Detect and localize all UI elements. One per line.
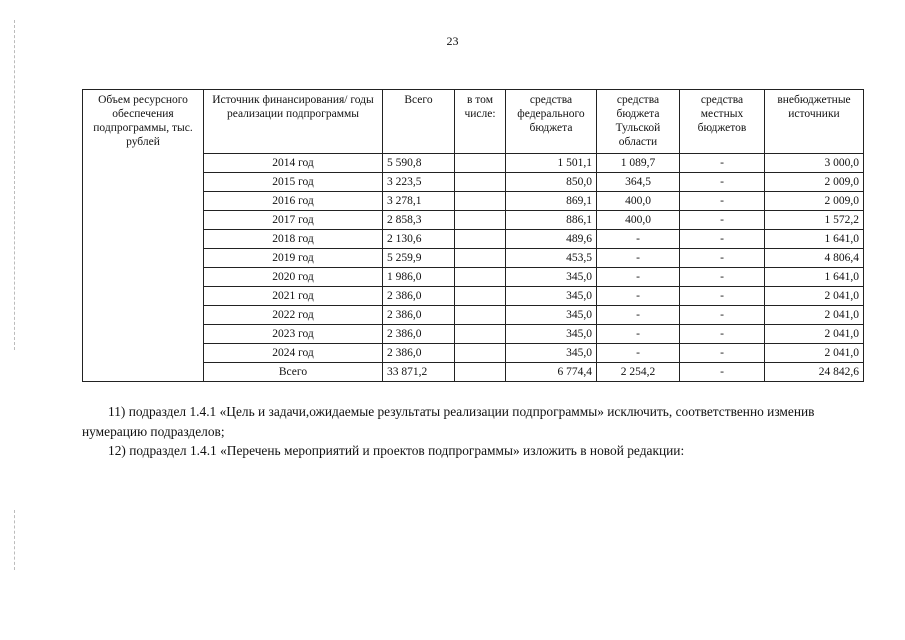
federal-cell: 489,6 (506, 230, 597, 249)
table-row (83, 192, 864, 211)
extrabudgetary-cell: 2 009,0 (765, 173, 864, 192)
total-cell: 3 278,1 (383, 192, 455, 211)
federal-cell: 869,1 (506, 192, 597, 211)
year-cell: 2019 год (204, 249, 383, 268)
total-cell: 33 871,2 (383, 363, 455, 382)
table-row (83, 306, 864, 325)
first-col-blank (83, 230, 204, 249)
including-cell (455, 325, 506, 344)
table-row (83, 249, 864, 268)
year-cell: 2014 год (204, 154, 383, 173)
regional-cell: 364,5 (597, 173, 680, 192)
header-source: Источник финансирования/ годы реализации подпрограммы (204, 90, 383, 154)
federal-cell: 345,0 (506, 325, 597, 344)
local-cell: - (680, 192, 765, 211)
header-regional: средства бюджета Тульской области (597, 90, 680, 154)
regional-cell: 2 254,2 (597, 363, 680, 382)
first-col-blank (83, 249, 204, 268)
table-row (83, 211, 864, 230)
page-number: 23 (446, 34, 459, 48)
header-including: в том числе: (455, 90, 506, 154)
regional-cell: - (597, 230, 680, 249)
extrabudgetary-cell: 2 041,0 (765, 306, 864, 325)
local-cell: - (680, 344, 765, 363)
local-cell: - (680, 154, 765, 173)
table-row (83, 268, 864, 287)
year-cell: 2021 год (204, 287, 383, 306)
total-cell: 5 259,9 (383, 249, 455, 268)
header-federal: средства федерального бюджета (506, 90, 597, 154)
table-row (83, 344, 864, 363)
extrabudgetary-cell: 24 842,6 (765, 363, 864, 382)
local-cell: - (680, 363, 765, 382)
including-cell (455, 268, 506, 287)
local-cell: - (680, 173, 765, 192)
header-total: Всего (383, 90, 455, 154)
local-cell: - (680, 325, 765, 344)
regional-cell: - (597, 249, 680, 268)
federal-cell: 345,0 (506, 344, 597, 363)
extrabudgetary-cell: 4 806,4 (765, 249, 864, 268)
federal-cell: 345,0 (506, 306, 597, 325)
first-col-blank (83, 344, 204, 363)
extrabudgetary-cell: 1 641,0 (765, 268, 864, 287)
first-col-blank (83, 363, 204, 382)
first-col-blank (83, 192, 204, 211)
scan-margin-mark (14, 20, 15, 350)
regional-cell: 400,0 (597, 192, 680, 211)
federal-cell: 6 774,4 (506, 363, 597, 382)
regional-cell: - (597, 287, 680, 306)
federal-cell: 453,5 (506, 249, 597, 268)
including-cell (455, 287, 506, 306)
local-cell: - (680, 306, 765, 325)
year-cell: 2024 год (204, 344, 383, 363)
first-col-blank (83, 211, 204, 230)
total-cell: 2 858,3 (383, 211, 455, 230)
year-cell: 2017 год (204, 211, 383, 230)
including-cell (455, 211, 506, 230)
federal-cell: 345,0 (506, 268, 597, 287)
total-cell: 2 130,6 (383, 230, 455, 249)
year-cell: 2015 год (204, 173, 383, 192)
total-cell: 2 386,0 (383, 344, 455, 363)
regional-cell: 1 089,7 (597, 154, 680, 173)
paragraph-11: 11) подраздел 1.4.1 «Цель и задачи,ожидаемые результаты реализации подпрограммы» исключить, соответственно изменив нумерацию подразделов; (82, 404, 815, 439)
extrabudgetary-cell: 2 041,0 (765, 287, 864, 306)
funding-table (82, 89, 864, 382)
header-resource-volume: Объем ресурсного обеспечения подпрограммы, тыс. рублей (83, 90, 204, 154)
including-cell (455, 344, 506, 363)
year-cell: Всего (204, 363, 383, 382)
extrabudgetary-cell: 1 641,0 (765, 230, 864, 249)
paragraph-12: 12) подраздел 1.4.1 «Перечень мероприятий и проектов подпрограммы» изложить в новой редакции: (108, 443, 685, 458)
total-cell: 3 223,5 (383, 173, 455, 192)
extrabudgetary-cell: 2 041,0 (765, 344, 864, 363)
regional-cell: - (597, 344, 680, 363)
local-cell: - (680, 230, 765, 249)
extrabudgetary-cell: 2 041,0 (765, 325, 864, 344)
regional-cell: - (597, 325, 680, 344)
table-header-row (83, 90, 864, 154)
local-cell: - (680, 268, 765, 287)
table-row (83, 363, 864, 382)
year-cell: 2020 год (204, 268, 383, 287)
first-col-blank (83, 268, 204, 287)
regional-cell: 400,0 (597, 211, 680, 230)
local-cell: - (680, 249, 765, 268)
including-cell (455, 154, 506, 173)
extrabudgetary-cell: 2 009,0 (765, 192, 864, 211)
total-cell: 2 386,0 (383, 287, 455, 306)
table-row (83, 230, 864, 249)
first-col-blank (83, 154, 204, 173)
first-col-blank (83, 287, 204, 306)
year-cell: 2018 год (204, 230, 383, 249)
including-cell (455, 192, 506, 211)
federal-cell: 850,0 (506, 173, 597, 192)
local-cell: - (680, 287, 765, 306)
year-cell: 2016 год (204, 192, 383, 211)
table-row (83, 287, 864, 306)
including-cell (455, 363, 506, 382)
regional-cell: - (597, 268, 680, 287)
first-col-blank (83, 325, 204, 344)
header-extrabudgetary: внебюджетные источники (765, 90, 864, 154)
federal-cell: 886,1 (506, 211, 597, 230)
regional-cell: - (597, 306, 680, 325)
including-cell (455, 306, 506, 325)
table-row (83, 154, 864, 173)
including-cell (455, 173, 506, 192)
first-col-blank (83, 306, 204, 325)
year-cell: 2023 год (204, 325, 383, 344)
scan-margin-mark (14, 510, 15, 570)
first-col-blank (83, 173, 204, 192)
year-cell: 2022 год (204, 306, 383, 325)
including-cell (455, 230, 506, 249)
local-cell: - (680, 211, 765, 230)
header-local: средства местных бюджетов (680, 90, 765, 154)
federal-cell: 345,0 (506, 287, 597, 306)
extrabudgetary-cell: 3 000,0 (765, 154, 864, 173)
total-cell: 1 986,0 (383, 268, 455, 287)
including-cell (455, 249, 506, 268)
total-cell: 5 590,8 (383, 154, 455, 173)
federal-cell: 1 501,1 (506, 154, 597, 173)
table-row (83, 325, 864, 344)
total-cell: 2 386,0 (383, 306, 455, 325)
extrabudgetary-cell: 1 572,2 (765, 211, 864, 230)
total-cell: 2 386,0 (383, 325, 455, 344)
table-row (83, 173, 864, 192)
